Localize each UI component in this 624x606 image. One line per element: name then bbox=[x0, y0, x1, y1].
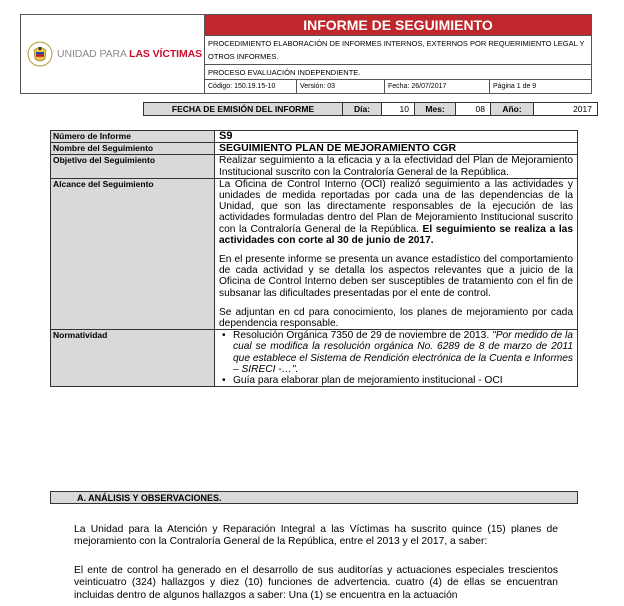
year-label: Año: bbox=[491, 103, 534, 116]
unidad-victimas-logo bbox=[21, 41, 204, 67]
emission-date-row bbox=[143, 102, 598, 116]
regulation-value bbox=[215, 330, 578, 387]
section-a-paragraph-2: El ente de control ha generado en el desarrollo de sus auditorías y actuaciones especiales trescientos veinticuatro (324) hallazgos y diez (10) funciones de advertencia. cuatro (4) de ellas se encuentran incluidas dentro de algunos hallazgos a saber: Una (1) se encuentra en la actuación bbox=[74, 565, 558, 601]
report-details-table bbox=[50, 130, 578, 387]
document-metadata bbox=[205, 80, 592, 94]
report-header bbox=[20, 14, 592, 94]
scope-row bbox=[51, 178, 578, 329]
report-number-label: Número de Informe bbox=[51, 131, 215, 143]
regulation-row bbox=[51, 330, 578, 387]
objective-label: Objetivo del Seguimiento bbox=[51, 155, 215, 178]
report-name-value: SEGUIMIENTO PLAN DE MEJORAMIENTO CGR bbox=[215, 143, 578, 155]
objective-value: Realizar seguimiento a la eficacia y a la efectividad del Plan de Mejoramiento Institucional suscrito con la Contraloría General de la República. bbox=[215, 155, 578, 178]
scope-label: Alcance del Seguimiento bbox=[51, 178, 215, 329]
scope-value bbox=[215, 178, 578, 329]
list-item: • Resolución Orgánica 7350 de 29 de noviembre de 2013. "Por medido de la cual se modifica la resolución orgánica No. 6289 de 8 de marzo de 2011 que establece el Sistema de Rendición electrónica de la Cuenta e Informes – SIRECI -…". bbox=[233, 330, 573, 375]
logo-cell bbox=[21, 15, 205, 94]
section-a-heading: A. ANÁLISIS Y OBSERVACIONES. bbox=[50, 491, 578, 504]
report-title: INFORME DE SEGUIMIENTO bbox=[205, 15, 592, 36]
year-value: 2017 bbox=[534, 103, 598, 116]
day-value: 10 bbox=[382, 103, 415, 116]
objective-row bbox=[51, 155, 578, 178]
colombia-seal-icon bbox=[27, 41, 53, 67]
scope-paragraph-2: En el presente informe se presenta un avance estadístico del comportamiento de cada actividad y se detalla los aspectos relevantes que a juicio de la Oficina de Control Interno deben ser susceptibles de tratamiento con el fin de subsanar las dificultades presentadas por el ente de control. bbox=[219, 254, 573, 299]
report-number-value: S9 bbox=[215, 131, 578, 143]
section-a-paragraph-1: La Unidad para la Atención y Reparación Integral a las Víctimas ha suscrito quince (15) planes de mejoramiento con la Contraloría General de la República, entre el 2013 y el 2017, a saber: bbox=[74, 524, 558, 548]
scope-paragraph-1: La Oficina de Control Interno (OCI) realizó seguimiento a las actividades y unidades de medida reportadas por cada una de las dependencias de la Unidad, que son las directamente responsables de la ejecución de las actividades formuladas dentro del Plan de Mejoramiento Institucional suscrito con la Contraloría General de la República. El seguimiento se realiza a las actividades con corte al 30 de junio de 2017. bbox=[219, 178, 573, 246]
page-counter: Página 1 de 9 bbox=[493, 83, 537, 90]
month-label: Mes: bbox=[415, 103, 456, 116]
logo-text: UNIDAD PARA LAS VÍCTIMAS bbox=[57, 48, 203, 60]
document-code: Código: 150.19.15-10 bbox=[205, 80, 297, 93]
day-label: Día: bbox=[343, 103, 382, 116]
process-name: PROCESO EVALUACIÓN INDEPENDIENTE. bbox=[205, 65, 592, 80]
month-value: 08 bbox=[456, 103, 491, 116]
document-version: Versión: 03 bbox=[297, 80, 385, 93]
report-name-row bbox=[51, 143, 578, 155]
procedure-name: PROCEDIMIENTO ELABORACIÓN DE INFORMES INTERNOS, EXTERNOS POR REQUERIMIENTO LEGAL Y OTROS INFORMES. bbox=[205, 36, 592, 65]
scope-paragraph-3: Se adjuntan en cd para conocimiento, los planes de mejoramiento por cada dependencia responsable. bbox=[219, 306, 573, 330]
emission-label: FECHA DE EMISIÓN DEL INFORME bbox=[144, 103, 343, 116]
scope-cutoff-note: El seguimiento se realiza a las actividades con corte al 30 de junio de 2017. bbox=[219, 223, 573, 246]
list-item: • Guía para elaborar plan de mejoramiento institucional - OCI bbox=[233, 375, 573, 386]
report-name-label: Nombre del Seguimiento bbox=[51, 143, 215, 155]
regulation-label: Normatividad bbox=[51, 330, 215, 387]
document-date: Fecha: 26/07/2017 bbox=[385, 80, 490, 93]
report-number-row bbox=[51, 131, 578, 143]
